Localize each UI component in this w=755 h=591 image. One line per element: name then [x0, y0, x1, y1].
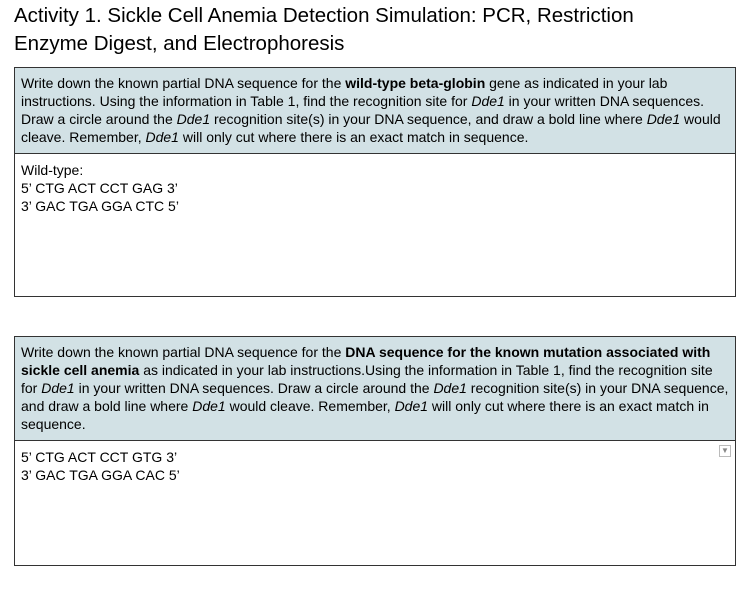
instruction-text: as indicated in your lab instructions.Using the information in Table 1, find the recognition site for	[21, 362, 713, 396]
enzyme-name: Dde1	[646, 111, 681, 127]
enzyme-name: Dde1	[145, 129, 179, 145]
page-title	[14, 2, 744, 58]
wild-type-answer-field[interactable]	[15, 154, 735, 222]
mutation-instructions	[15, 337, 735, 441]
instruction-bold: DNA sequence for the known mutation associated with sickle cell anemia	[21, 344, 711, 378]
title-line-1: Activity 1. Sickle Cell Anemia Detection Simulation: PCR, Restriction	[14, 4, 634, 27]
instruction-text: will only cut where there is an exact match in sequence.	[21, 398, 709, 432]
enzyme-name: Dde1	[471, 93, 505, 109]
instruction-text: recognition site(s) in your DNA sequence, and draw a bold line where	[21, 380, 729, 414]
enzyme-name: Dde1	[41, 380, 75, 396]
instruction-text: gene as indicated in your lab instructions. Using the information in Table 1, find the recognition site for	[21, 75, 668, 109]
chevron-down-icon[interactable]: ▼	[719, 445, 731, 457]
answer-label: Wild-type:	[21, 162, 84, 178]
instruction-text: would cleave. Remember,	[225, 398, 395, 414]
wild-type-question-box	[14, 67, 736, 297]
title-line-2: Enzyme Digest, and Electrophoresis	[14, 32, 345, 55]
enzyme-name: Dde1	[433, 380, 467, 396]
instruction-bold: wild-type beta-globin	[345, 75, 486, 91]
instruction-text: recognition site(s) in your DNA sequence, and draw a bold line where	[210, 111, 647, 127]
instruction-text: Write down the known partial DNA sequence for the	[21, 344, 346, 360]
instruction-text: will only cut where there is an exact match in sequence.	[178, 129, 529, 145]
enzyme-name: Dde1	[394, 398, 429, 414]
enzyme-name: Dde1	[192, 398, 226, 414]
mutation-question-box	[14, 336, 736, 566]
mutation-answer-field[interactable]	[15, 441, 735, 491]
wild-type-instructions	[15, 68, 735, 154]
sequence-line-1: 5’ CTG ACT CCT GTG 3’	[21, 449, 178, 465]
instruction-text: would cleave. Remember,	[21, 111, 721, 145]
instruction-text: in your written DNA sequences. Draw a circle around the	[74, 380, 434, 396]
sequence-line-1: 5’ CTG ACT CCT GAG 3’	[21, 180, 178, 196]
sequence-line-2: 3’ GAC TGA GGA CTC 5’	[21, 198, 179, 214]
sequence-line-2: 3’ GAC TGA GGA CAC 5’	[21, 467, 180, 483]
instruction-text: Write down the known partial DNA sequence for the	[21, 75, 346, 91]
enzyme-name: Dde1	[176, 111, 211, 127]
instruction-text: in your written DNA sequences. Draw a circle around the	[21, 93, 705, 127]
